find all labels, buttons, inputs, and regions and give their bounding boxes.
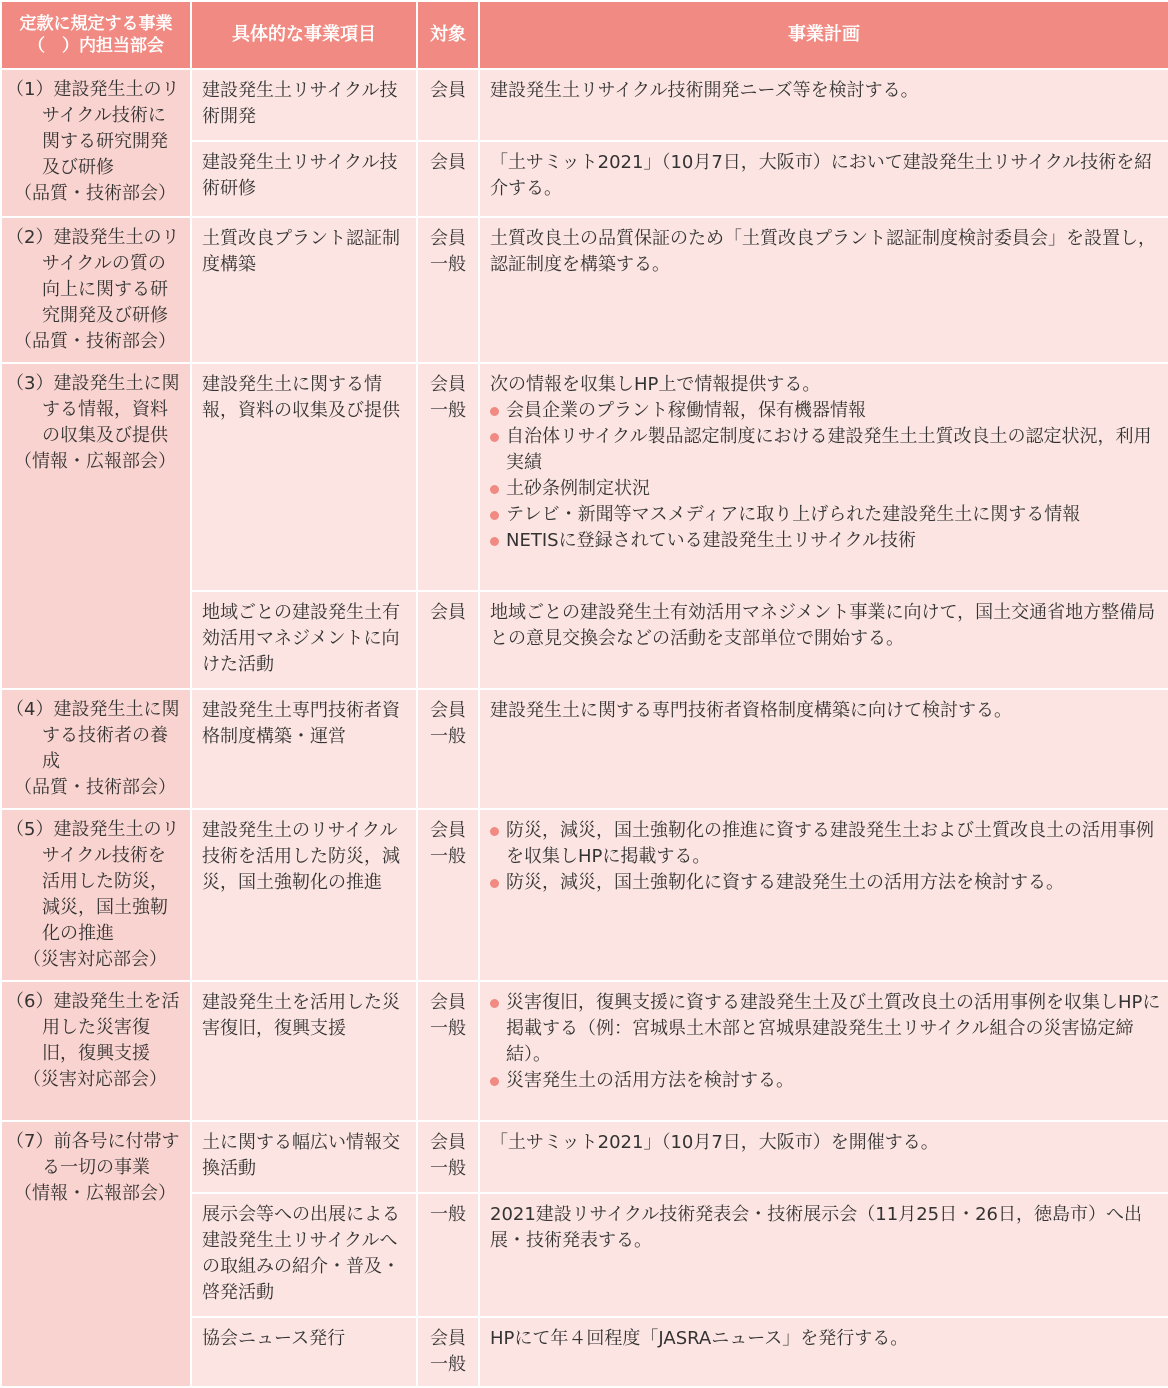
- plan-text: 2021建設リサイクル技術発表会・技術展示会（11月25日・26日，徳島市）へ出展・技術発表する。: [479, 1193, 1168, 1317]
- item-text: 建設発生土のリサイクル技術を活用した防災，減災，国土強靭化の推進: [191, 809, 417, 981]
- plan-cell: [479, 363, 1168, 591]
- target-text: 会員: [417, 69, 479, 141]
- header-specific-item: 具体的な事業項目: [191, 1, 417, 69]
- target-member: 会員: [430, 1132, 466, 1153]
- item-text: 建設発生土リサイクル技術開発: [191, 69, 417, 141]
- target-text: 会員: [417, 591, 479, 689]
- bullet-icon: [490, 879, 499, 888]
- list-item: NETISに登録されている建設発生土リサイクル技術: [490, 528, 1162, 554]
- target-member: 会員: [430, 1328, 466, 1349]
- target-member: 会員: [430, 228, 466, 249]
- item-text: 土質改良プラント認証制度構築: [191, 217, 417, 363]
- item-text: 土に関する幅広い情報交換活動: [191, 1121, 417, 1193]
- target-member: 会員: [430, 374, 466, 395]
- header-target: 対象: [417, 1, 479, 69]
- plan-bullet-list: [490, 398, 1162, 554]
- table-row: [1, 363, 1168, 591]
- category-6: （6）建設発生土を活 用した災害復 旧，復興支援 （災害対応部会）: [1, 981, 191, 1121]
- bullet-icon: [490, 827, 499, 836]
- category-4: （4）建設発生土に関 する技術者の養 成 （品質・技術部会）: [1, 689, 191, 809]
- header-article-business: 定款に規定する事業 （ ）内担当部会: [1, 1, 191, 69]
- target-text: 一般: [417, 1193, 479, 1317]
- plan-text: 建設発生土リサイクル技術開発ニーズ等を検討する。: [479, 69, 1168, 141]
- target-text: [417, 217, 479, 363]
- list-item: 会員企業のプラント稼働情報，保有機器情報: [490, 398, 1162, 424]
- plan-bullet-list: [490, 818, 1162, 896]
- plan-cell: [479, 981, 1168, 1121]
- table-row: [1, 1121, 1168, 1193]
- bullet-icon: [490, 407, 499, 416]
- table-row: [1, 981, 1168, 1121]
- target-member: 会員: [430, 992, 466, 1013]
- bullet-icon: [490, 537, 499, 546]
- target-general: 一般: [430, 1158, 466, 1179]
- item-text: 建設発生土リサイクル技術研修: [191, 141, 417, 217]
- category-5: （5）建設発生土のリ サイクル技術を 活用した防災， 減災，国土強靭 化の推進 （災害対応部会）: [1, 809, 191, 981]
- item-text: 展示会等への出展による建設発生土リサイクルへの取組みの紹介・普及・啓発活動: [191, 1193, 417, 1317]
- target-text: [417, 363, 479, 591]
- table-row: [1, 689, 1168, 809]
- bullet-icon: [490, 1077, 499, 1086]
- bullet-icon: [490, 511, 499, 520]
- list-item: 災害復旧，復興支援に資する建設発生土及び土質改良土の活用事例を収集しHPに掲載する（例：宮城県土木部と宮城県建設発生土リサイクル組合の災害協定締結）。: [490, 990, 1162, 1068]
- target-general: 一般: [430, 846, 466, 867]
- table-row: [1, 69, 1168, 141]
- list-item: 土砂条例制定状況: [490, 476, 1162, 502]
- bullet-icon: [490, 433, 499, 442]
- category-2: （2）建設発生土のリ サイクルの質の 向上に関する研 究開発及び研修 （品質・技術部会）: [1, 217, 191, 363]
- target-text: 会員: [417, 141, 479, 217]
- target-text: [417, 1121, 479, 1193]
- header-row: [1, 1, 1168, 69]
- target-text: [417, 1317, 479, 1387]
- plan-text: 地域ごとの建設発生土有効活用マネジメント事業に向けて，国土交通省地方整備局との意見交換会などの活動を支部単位で開始する。: [479, 591, 1168, 689]
- plan-bullet-list: [490, 990, 1162, 1094]
- bullet-icon: [490, 485, 499, 494]
- plan-text: HPにて年４回程度「JASRAニュース」を発行する。: [479, 1317, 1168, 1387]
- target-text: [417, 809, 479, 981]
- list-item: 自治体リサイクル製品認定制度における建設発生土土質改良土の認定状況，利用実績: [490, 424, 1162, 476]
- item-text: 地域ごとの建設発生土有効活用マネジメントに向けた活動: [191, 591, 417, 689]
- item-text: 協会ニュース発行: [191, 1317, 417, 1387]
- plan-cell: [479, 809, 1168, 981]
- plan-lead: 次の情報を収集しHP上で情報提供する。: [490, 374, 821, 395]
- item-text: 建設発生土に関する情報，資料の収集及び提供: [191, 363, 417, 591]
- target-text: [417, 689, 479, 809]
- target-general: 一般: [430, 400, 466, 421]
- list-item: 災害発生土の活用方法を検討する。: [490, 1068, 1162, 1094]
- item-text: 建設発生土専門技術者資格制度構築・運営: [191, 689, 417, 809]
- list-item: 防災，減災，国土強靭化の推進に資する建設発生土および土質改良土の活用事例を収集しHPに掲載する。: [490, 818, 1162, 870]
- target-general: 一般: [430, 1018, 466, 1039]
- target-general: 一般: [430, 254, 466, 275]
- target-general: 一般: [430, 726, 466, 747]
- item-text: 建設発生土を活用した災害復旧，復興支援: [191, 981, 417, 1121]
- plan-text: 建設発生土に関する専門技術者資格制度構築に向けて検討する。: [479, 689, 1168, 809]
- target-text: [417, 981, 479, 1121]
- table-row: [1, 217, 1168, 363]
- header-business-plan: 事業計画: [479, 1, 1168, 69]
- target-general: 一般: [430, 1354, 466, 1375]
- table-row: [1, 809, 1168, 981]
- list-item: テレビ・新聞等マスメディアに取り上げられた建設発生土に関する情報: [490, 502, 1162, 528]
- category-3: （3）建設発生土に関 する情報，資料 の収集及び提供 （情報・広報部会）: [1, 363, 191, 689]
- plan-text: 「土サミット2021」（10月7日，大阪市）を開催する。: [479, 1121, 1168, 1193]
- category-7: （7）前各号に付帯す る一切の事業 （情報・広報部会）: [1, 1121, 191, 1387]
- plan-text: 「土サミット2021」（10月7日，大阪市）において建設発生土リサイクル技術を紹介する。: [479, 141, 1168, 217]
- bullet-icon: [490, 999, 499, 1008]
- list-item: 防災，減災，国土強靭化に資する建設発生土の活用方法を検討する。: [490, 870, 1162, 896]
- category-1: （1）建設発生土のリ サイクル技術に 関する研究開発 及び研修 （品質・技術部会）: [1, 69, 191, 217]
- target-member: 会員: [430, 820, 466, 841]
- plan-text: 土質改良土の品質保証のため「土質改良プラント認証制度検討委員会」を設置し，認証制度を構築する。: [479, 217, 1168, 363]
- target-member: 会員: [430, 700, 466, 721]
